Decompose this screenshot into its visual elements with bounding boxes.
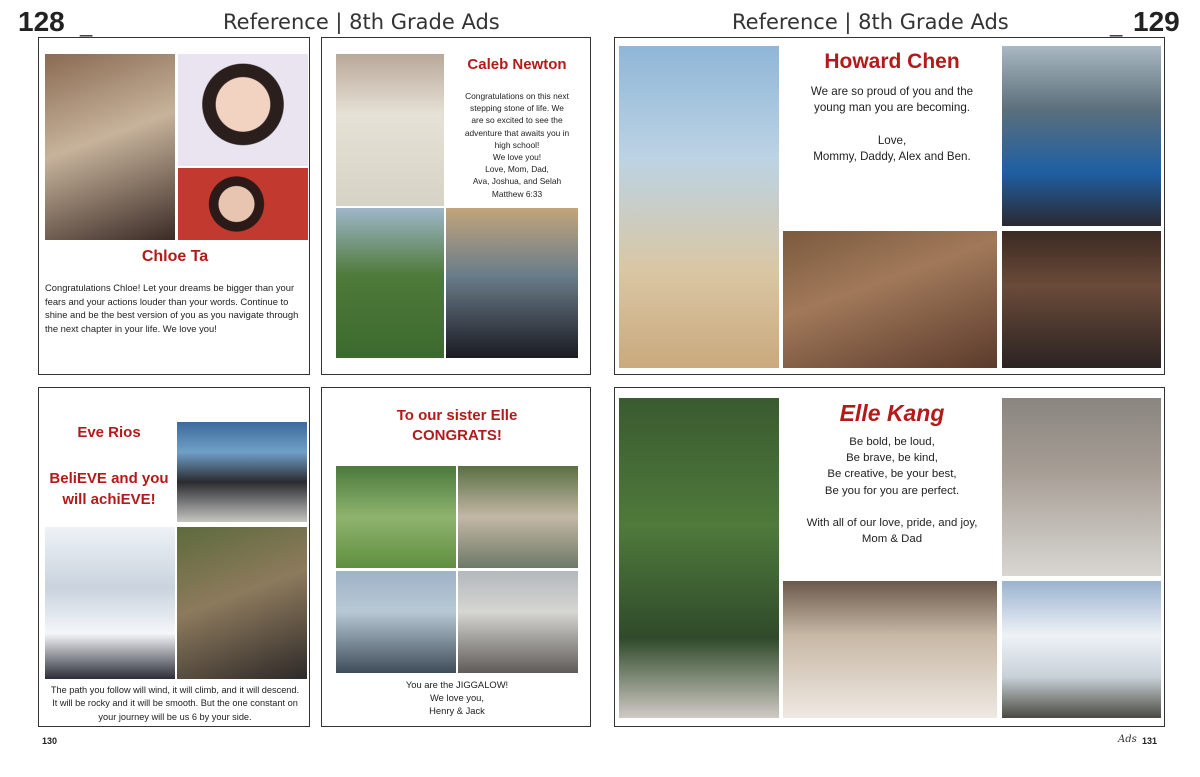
howard-line-2: young man you are becoming. (814, 101, 970, 115)
caleb-line-2: stepping stone of life. We (470, 103, 564, 114)
caleb-line-5: high school! (494, 139, 540, 150)
ad-message-howard (783, 84, 1001, 166)
photo-eve-snow (45, 527, 175, 679)
ad-elle-kang (614, 387, 1165, 727)
howard-line-4: Love, (877, 133, 907, 147)
ad-howard-chen (614, 37, 1165, 375)
photo-howard-beach (619, 46, 779, 368)
photo-elle-kang-baby (783, 581, 997, 718)
elle-sister-line-2: We love you, (429, 692, 485, 704)
ad-title-elle-sister: To our sister Elle CONGRATS! (396, 407, 518, 444)
photo-chloe-2 (178, 54, 308, 166)
photo-caleb-baseball (336, 208, 444, 358)
elle-sister-line-3: Henry & Jack (429, 705, 485, 717)
elle-kang-line-2: Be brave, be kind, (846, 452, 938, 465)
elle-kang-line-4: Be you for you are perfect. (824, 484, 960, 497)
photo-chloe-1 (45, 54, 175, 240)
ad-chloe-ta (38, 37, 310, 375)
elle-kang-line-6: With all of our love, pride, and joy, (806, 516, 978, 529)
photo-elle-sister-1 (336, 466, 456, 568)
right-page-number: 129 (1133, 6, 1180, 37)
photo-elle-kang-wall (1002, 398, 1161, 576)
left-page-number: 128 (18, 6, 65, 37)
howard-line-3 (783, 117, 1001, 133)
elle-kang-line-1: Be bold, be loud, (849, 436, 935, 448)
caleb-line-9: Matthew 6:33 (491, 188, 543, 199)
footer-ads-word: Ads (1118, 734, 1137, 745)
elle-kang-line-5 (783, 499, 1001, 515)
ad-elle-sister (321, 387, 591, 727)
left-header-dash: _ (80, 12, 93, 37)
ad-caleb-newton (321, 37, 591, 375)
caleb-line-4: adventure that awaits you in (464, 127, 570, 138)
ad-headline-eve: BeliEVE and you will achiEVE! (49, 470, 169, 508)
ad-message-elle-sister (332, 678, 582, 718)
elle-kang-line-7: Mom & Dad (861, 533, 923, 546)
photo-howard-smile (1002, 231, 1161, 368)
ad-message-caleb (446, 90, 588, 200)
ad-message-chloe: Congratulations Chloe! Let your dreams be bigger than your fears and your actions louder than your words. Continue to shine and be the best version of you as you navigate through the next chapter in your life. We love you! (45, 282, 299, 334)
photo-eve-group (177, 422, 307, 522)
photo-elle-kang-stump (619, 398, 779, 718)
elle-kang-line-3: Be creative, be your best, (827, 468, 957, 481)
caleb-line-7: Love, Mom, Dad, (485, 164, 549, 175)
caleb-line-6: We love you! (492, 152, 542, 163)
left-header-title: Reference | 8th Grade Ads (223, 10, 500, 34)
right-header-dash: _ (1110, 12, 1123, 37)
ad-message-elle-kang (783, 434, 1001, 547)
elle-sister-line-1: You are the JIGGALOW! (405, 679, 509, 690)
ad-name-eve: Eve Rios (77, 424, 141, 441)
photo-howard-horn (1002, 46, 1161, 226)
ad-eve-rios (38, 387, 310, 727)
photo-elle-kang-clouds (1002, 581, 1161, 718)
photo-caleb-baby (336, 54, 444, 206)
caleb-line-3: are so excited to see the (471, 115, 563, 126)
right-header-title: Reference | 8th Grade Ads (732, 10, 1009, 34)
ad-name-chloe: Chloe Ta (141, 248, 209, 265)
ad-message-eve: The path you follow will wind, it will climb, and it will descend. It will be rocky and it will be smooth. But the one constant on your journey will be us 6 by your side. (50, 685, 300, 722)
howard-line-1: We are so proud of you and the (810, 85, 974, 98)
ad-name-elle-kang: Elle Kang (839, 400, 945, 426)
photo-elle-sister-2 (458, 466, 578, 568)
photo-elle-sister-3 (336, 571, 456, 673)
footer-left-page-number: 130 (42, 736, 58, 746)
ad-name-caleb: Caleb Newton (467, 56, 567, 73)
photo-caleb-hoodie (446, 208, 578, 358)
photo-eve-puppy (177, 527, 307, 679)
caleb-line-1: Congratulations on this next (465, 91, 569, 101)
ad-name-howard: Howard Chen (824, 50, 960, 73)
footer-right-page-number: 131 (1142, 736, 1158, 746)
photo-chloe-3 (178, 168, 308, 240)
howard-line-5: Mommy, Daddy, Alex and Ben. (813, 150, 971, 164)
caleb-line-8: Ava, Joshua, and Selah (472, 176, 562, 187)
photo-elle-sister-4 (458, 571, 578, 673)
photo-howard-toddler (783, 231, 997, 368)
